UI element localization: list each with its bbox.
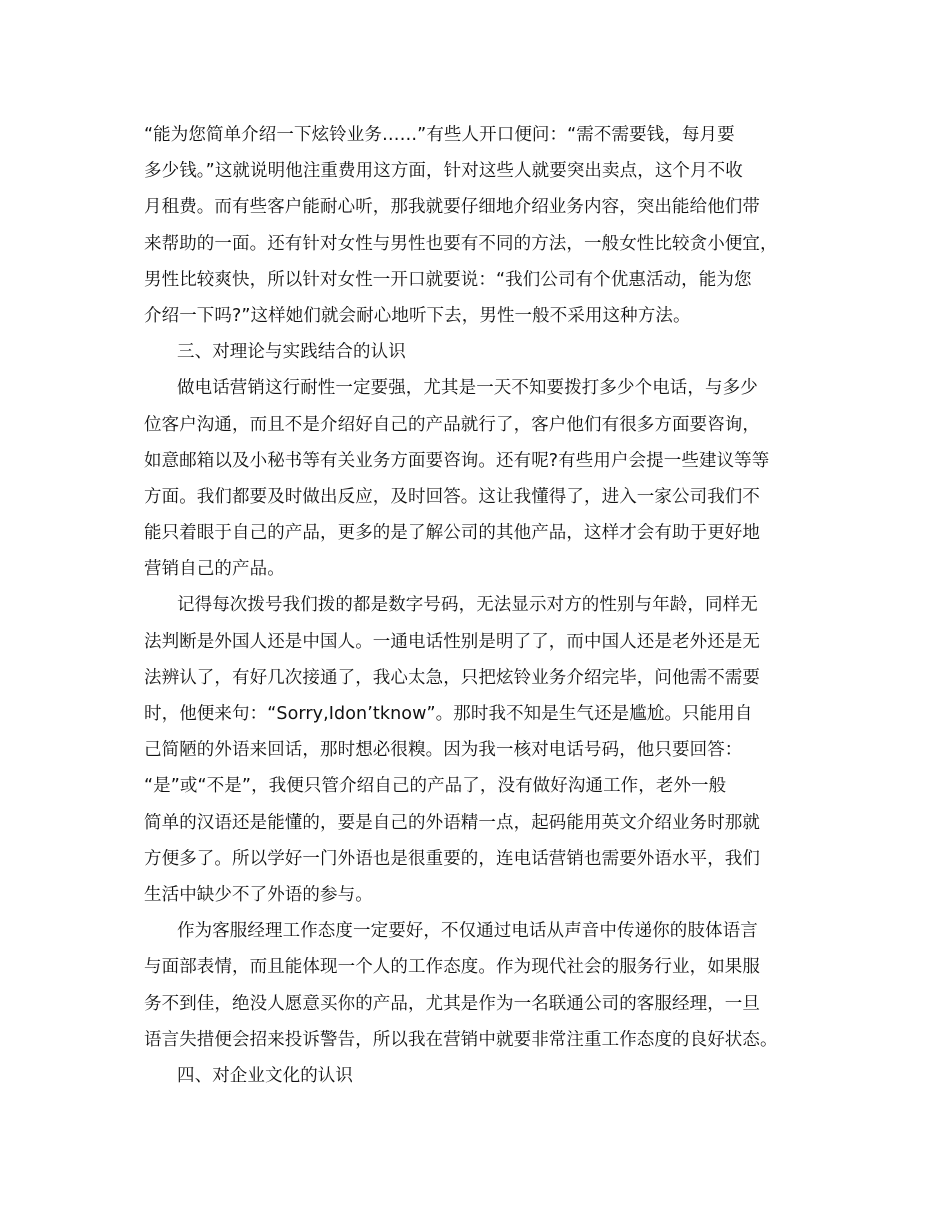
paragraph-line: 生活中缺少不了外语的参与。 — [144, 884, 373, 905]
paragraph-line: 月租费。而有些客户能耐心听，那我就要仔细地介绍业务内容，突出能给他们带 — [144, 197, 760, 218]
paragraph-line: 与面部表情，而且能体现一个人的工作态度。作为现代社会的服务行业，如果服 — [144, 957, 760, 978]
paragraph-line: 己简陋的外语来回话，那时想必很糗。因为我一核对电话号码，他只要回答： — [144, 740, 743, 761]
paragraph-line: “是”或“不是”，我便只管介绍自己的产品了，没有做好沟通工作，老外一般 — [144, 776, 727, 797]
paragraph-line: 男性比较爽快，所以针对女性一开口就要说：“我们公司有个优惠活动，能为您 — [144, 269, 752, 290]
paragraph-line: 如意邮箱以及小秘书等有关业务方面要咨询。还有呢?有些用户会提一些建议等等 — [144, 450, 770, 471]
paragraph-line: “能为您简单介绍一下炫铃业务……”有些人开口便问：“需不需要钱，每月要 — [144, 125, 735, 145]
paragraph-line: 位客户沟通，而且不是介绍好自己的产品就行了，客户他们有很多方面要咨询， — [144, 414, 760, 435]
paragraph-line: 简单的汉语还是能懂的，要是自己的外语精一点，起码能用英文介绍业务时那就 — [144, 812, 760, 833]
paragraph-line: 能只着眼于自己的产品，更多的是了解公司的其他产品，这样才会有助于更好地 — [144, 523, 760, 544]
paragraph-line: 方面。我们都要及时做出反应，及时回答。这让我懂得了，进入一家公司我们不 — [144, 486, 760, 507]
paragraph-line: 做电话营销这行耐性一定要强，尤其是一天不知要拨打多少个电话，与多少 — [177, 378, 758, 399]
document-body — [144, 117, 808, 1094]
section-heading: 四、对企业文化的认识 — [177, 1065, 353, 1086]
paragraph-line: 多少钱。”这就说明他注重费用这方面，针对这些人就要突出卖点，这个月不收 — [144, 161, 743, 182]
paragraph-line: 介绍一下吗?”这样她们就会耐心地听下去，男性一般不采用这种方法。 — [144, 305, 691, 326]
paragraph-line: 来帮助的一面。还有针对女性与男性也要有不同的方法，一般女性比较贪小便宜， — [144, 233, 778, 254]
paragraph-line: 作为客服经理工作态度一定要好，不仅通过电话从声音中传递你的肢体语言 — [177, 921, 758, 942]
paragraph-line: 语言失措便会招来投诉警告，所以我在营销中就要非常注重工作态度的良好状态。 — [144, 1029, 778, 1050]
paragraph-line: 时，他便来句：“Sorry,Idon’tknow”。那时我不知是生气还是尴尬。只能用自 — [144, 704, 753, 724]
paragraph-line: 营销自己的产品。 — [144, 559, 285, 580]
paragraph-line: 务不到佳，绝没人愿意买你的产品，尤其是作为一名联通公司的客服经理，一旦 — [144, 993, 760, 1014]
paragraph-line: 记得每次拨号我们拨的都是数字号码，无法显示对方的性别与年龄，同样无 — [177, 595, 758, 616]
paragraph-line: 法判断是外国人还是中国人。一通电话性别是明了了，而中国人还是老外还是无 — [144, 631, 760, 652]
paragraph-line: 法辨认了，有好几次接通了，我心太急，只把炫铃业务介绍完毕，问他需不需要 — [144, 667, 760, 688]
paragraph-line: 方便多了。所以学好一门外语也是很重要的，连电话营销也需要外语水平，我们 — [144, 848, 760, 869]
section-heading: 三、对理论与实践结合的认识 — [177, 342, 406, 363]
